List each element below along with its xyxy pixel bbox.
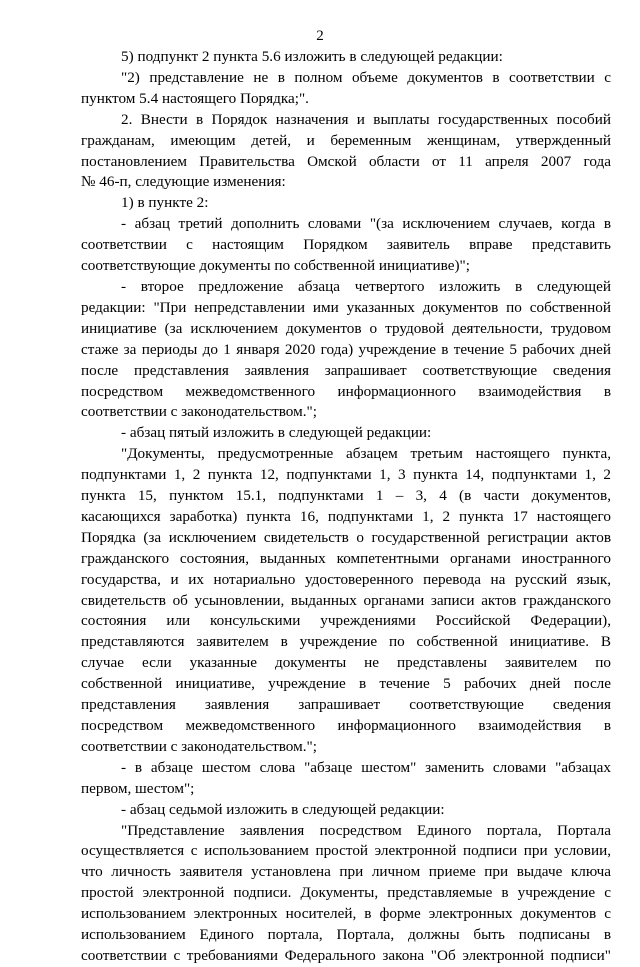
text-line: первом, шестом"; bbox=[81, 779, 195, 797]
text-line: редакции: "При непредставлении ими указанных документов по собственной bbox=[81, 298, 611, 316]
text-line: постановлением Правительства Омской области от 11 апреля 2007 года bbox=[81, 152, 611, 170]
text-line: что личность заявителя установлена при личном приеме при выдаче ключа bbox=[81, 863, 611, 881]
text-line: - второе предложение абзаца четвертого изложить в следующей bbox=[121, 277, 611, 295]
text-line: "Документы, предусмотренные абзацем третьим настоящего пункта, bbox=[121, 445, 611, 463]
text-line: собственной инициативе, учреждение в течение 5 рабочих дней после bbox=[81, 675, 611, 693]
page-number: 2 bbox=[316, 28, 324, 44]
text-line: - в абзаце шестом слова "абзаце шестом" заменить словами "абзацах bbox=[121, 758, 611, 776]
text-line: инициативе (за исключением документов о трудовой деятельности, трудовом bbox=[81, 319, 611, 337]
text-line: касающихся заработка) пункта 16, подпунктами 1, 2 пункта 17 настоящего bbox=[81, 507, 611, 525]
text-line: 2. Внести в Порядок назначения и выплаты государственных пособий bbox=[121, 110, 611, 128]
text-line: соответствии с настоящим Порядком заявитель вправе представить bbox=[81, 236, 611, 254]
text-line: представляются заявителем в учреждение по собственной инициативе. В bbox=[81, 633, 611, 651]
text-line: состояния или консульскими учреждениями Российской Федерации), bbox=[81, 612, 611, 630]
document-body bbox=[81, 47, 611, 967]
text-line: соответствии с законодательством."; bbox=[81, 403, 317, 421]
text-line: представления заявления запрашивает соответствующие сведения bbox=[81, 696, 611, 714]
text-line: соответствии с требованиями Федерального закона "Об электронной подписи" bbox=[81, 946, 611, 964]
text-line: простой электронной подписи. Документы, представляемые в учреждение с bbox=[81, 884, 611, 902]
text-line: 5) подпункт 2 пункта 5.6 изложить в следующей редакции: bbox=[121, 48, 503, 65]
text-line: "Представление заявления посредством Единого портала, Портала bbox=[121, 821, 611, 839]
text-line: использованием электронных носителей, в форме электронных документов с bbox=[81, 905, 611, 923]
text-line: государства, и их нотариально удостоверенного перевода на русский язык, bbox=[81, 570, 611, 588]
text-line: посредством межведомственного информационного взаимодействия в bbox=[81, 717, 611, 734]
text-line: осуществляется с использованием простой электронной подписи при условии, bbox=[81, 842, 611, 860]
text-line: - абзац пятый изложить в следующей редакции: bbox=[121, 424, 432, 442]
text-line: - абзац седьмой изложить в следующей редакции: bbox=[121, 800, 445, 818]
text-line: пункта 15, пунктом 15.1, подпунктами 1 – 3, 4 (в части документов, bbox=[81, 487, 611, 505]
text-line: "2) представление не в полном объеме документов в соответствии с bbox=[121, 68, 611, 86]
text-line: посредством межведомственного информационного взаимодействия в bbox=[81, 382, 611, 400]
text-line: свидетельств об усыновлении, выданных органами записи актов гражданского bbox=[81, 591, 611, 609]
text-line: № 46-п, следующие изменения: bbox=[81, 173, 286, 191]
text-line: соответствующие документы по собственной инициативе)"; bbox=[81, 257, 470, 275]
text-line: стаже за периоды до 1 января 2020 года) учреждение в течение 5 рабочих дней bbox=[81, 340, 611, 358]
text-line: пунктом 5.4 настоящего Порядка;". bbox=[81, 89, 309, 107]
text-line: 1) в пункте 2: bbox=[121, 194, 209, 212]
text-line: после представления заявления запрашивает соответствующие сведения bbox=[81, 361, 611, 379]
text-line: гражданского состояния, выданных компетентными органами иностранного bbox=[81, 549, 611, 567]
text-line: - абзац третий дополнить словами "(за исключением случаев, когда в bbox=[121, 215, 611, 233]
text-line: соответствии с законодательством."; bbox=[81, 737, 317, 755]
text-line: случае если указанные документы не представлены заявителем по bbox=[81, 654, 611, 672]
text-line: подпунктами 1, 2 пункта 12, подпунктами 1, 3 пункта 14, подпунктами 1, 2 bbox=[81, 466, 611, 484]
text-line: Порядка (за исключением свидетельств о государственной регистрации актов bbox=[81, 528, 611, 546]
text-line: гражданам, имеющим детей, и беременным женщинам, утвержденный bbox=[81, 131, 611, 149]
text-line: использованием Единого портала, Портала, должны быть подписаны в bbox=[81, 926, 611, 944]
